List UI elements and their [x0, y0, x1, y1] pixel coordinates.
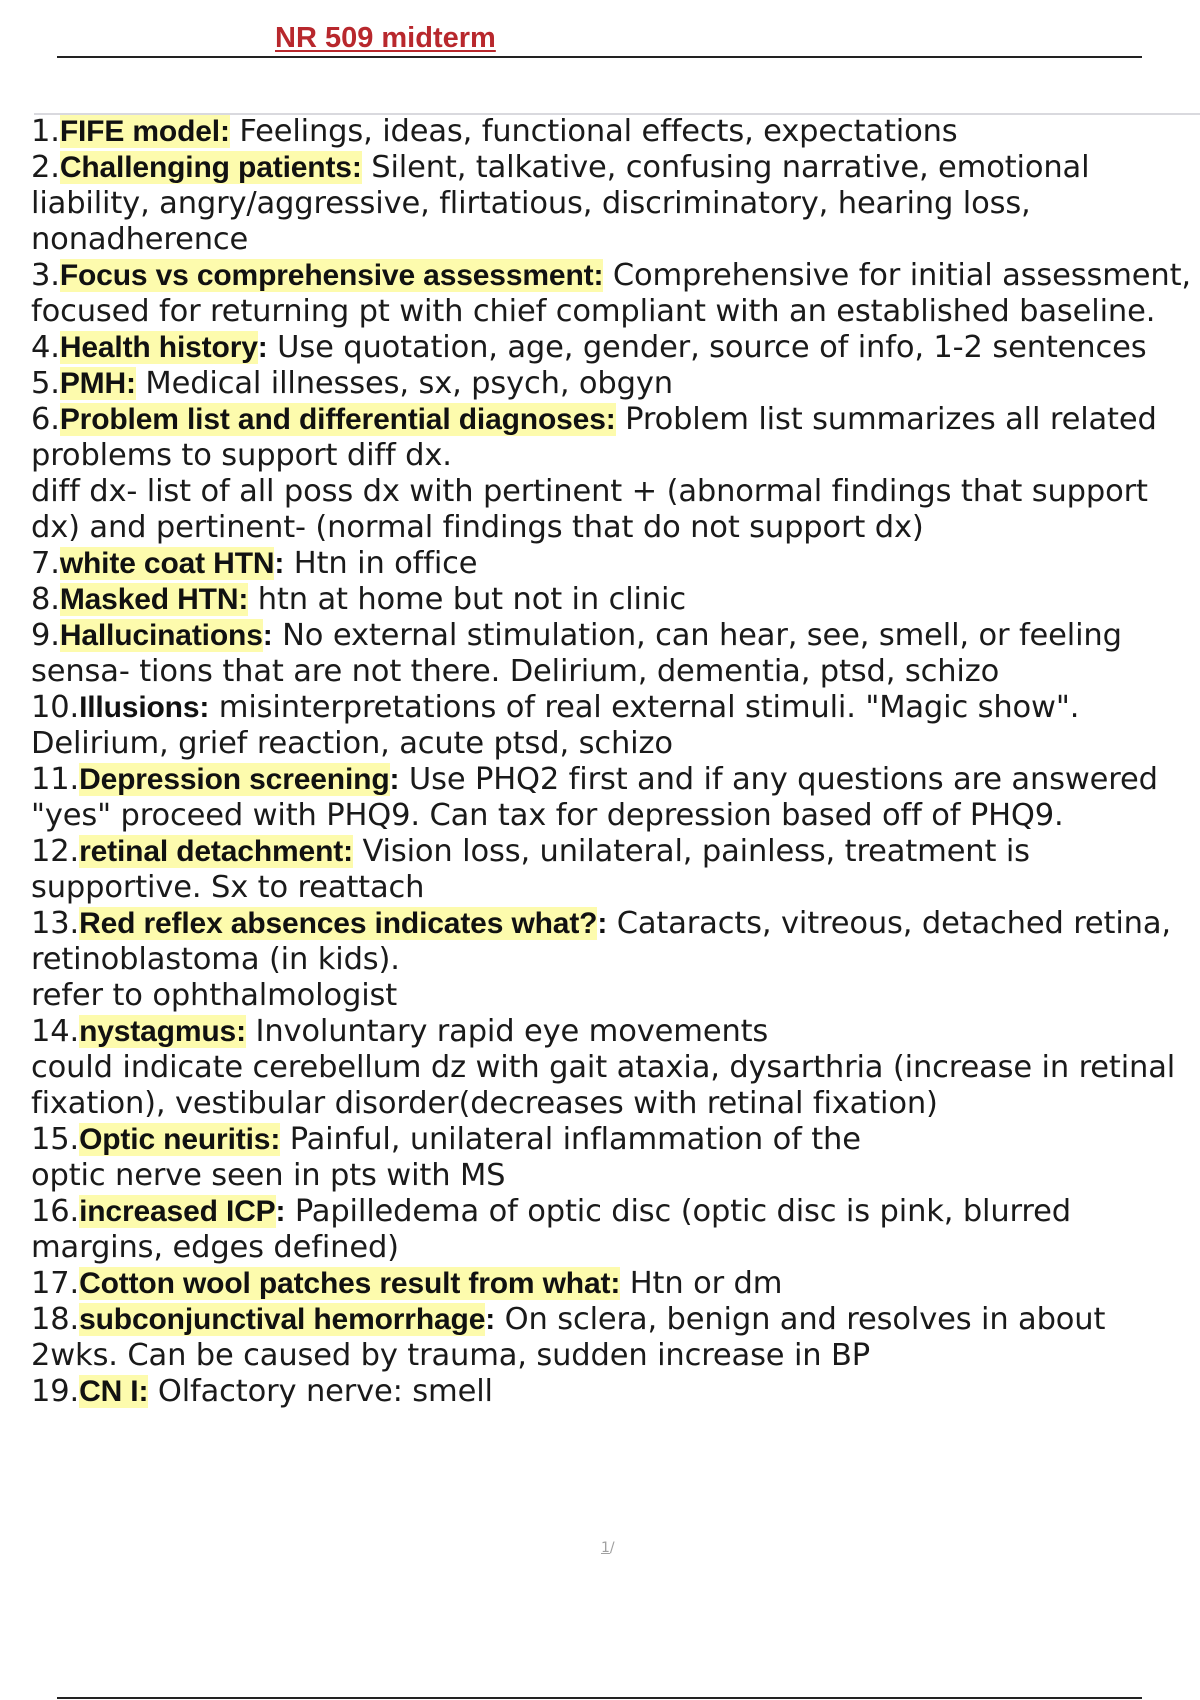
item-text: Feelings, ideas, functional effects, expectations [229, 114, 958, 149]
item-term: Focus vs comprehensive assessment: [59, 259, 604, 292]
title-bar [57, 18, 1142, 58]
list-item-19 [31, 1374, 1196, 1410]
item-term: Masked HTN: [59, 583, 249, 616]
item-term: increased ICP [79, 1195, 276, 1228]
item-term: Illusions: [79, 691, 210, 724]
item-continuation: diff dx- list of all poss dx with pertinent + (abnormal findings that support dx) and pertinent- (normal findings that do not support dx) [31, 474, 1148, 545]
list-item-4 [31, 330, 1196, 366]
item-term: Depression screening [79, 763, 390, 796]
list-item-12 [31, 834, 1196, 906]
item-term: Health history [59, 331, 258, 364]
item-number: 3. [31, 258, 60, 293]
item-continuation: refer to ophthalmologist [31, 978, 398, 1013]
page-number-value: 1 [601, 1540, 610, 1556]
item-text: Htn in office [284, 546, 478, 581]
item-term: FIFE model: [59, 115, 230, 148]
item-number: 14. [31, 1014, 80, 1049]
item-number: 2. [31, 150, 60, 185]
item-number: 9. [31, 618, 60, 653]
list-item-18 [31, 1302, 1196, 1374]
item-text: Silent, talkative, confusing narrative, emotional liability, angry/aggressive, flirtatious, discriminatory, hearing loss, nonadherence [31, 150, 1090, 257]
item-text: Use PHQ2 first and if any questions are answered "yes" proceed with PHQ9. Can tax for depression based off of PHQ9. [31, 762, 1158, 833]
item-text: Involuntary rapid eye movements [245, 1014, 769, 1049]
item-continuation: optic nerve seen in pts with MS [31, 1158, 506, 1193]
item-term: retinal detachment: [79, 835, 353, 868]
item-text: On sclera, benign and resolves in about 2wks. Can be caused by trauma, sudden increase in BP [31, 1302, 1106, 1373]
item-text: No external stimulation, can hear, see, smell, or feeling sensa- tions that are not there. Delirium, dementia, ptsd, schizo [31, 618, 1122, 689]
item-text: Papilledema of optic disc (optic disc is pink, blurred margins, edges defined) [31, 1194, 1071, 1265]
item-number: 4. [31, 330, 60, 365]
item-number: 5. [31, 366, 60, 401]
list-item-16 [31, 1194, 1196, 1266]
item-number: 18. [31, 1302, 80, 1337]
item-term: Cotton wool patches result from what: [79, 1267, 621, 1300]
item-colon: : [274, 547, 285, 580]
item-term: nystagmus: [79, 1015, 246, 1048]
item-number: 8. [31, 582, 60, 617]
item-text: Olfactory nerve: smell [148, 1374, 493, 1409]
item-number: 7. [31, 546, 60, 581]
item-text: misinterpretations of real external stimuli. "Magic show". Delirium, grief reaction, acute ptsd, schizo [31, 690, 1080, 761]
item-number: 10. [31, 690, 80, 725]
notes-list [31, 114, 1196, 1410]
list-item-6 [31, 402, 1196, 474]
item-colon: : [262, 619, 273, 652]
list-item-13 [31, 906, 1196, 978]
page-number-separator: / [609, 1540, 615, 1556]
bottom-rule [57, 1697, 1142, 1699]
item-term: Challenging patients: [59, 151, 362, 184]
list-item-8 [31, 582, 1196, 618]
list-item-14 [31, 1014, 1196, 1050]
item-number: 15. [31, 1122, 80, 1157]
list-item-17 [31, 1266, 1196, 1302]
item-number: 17. [31, 1266, 80, 1301]
list-item-5 [31, 366, 1196, 402]
list-item-11 [31, 762, 1196, 834]
item-continuation: could indicate cerebellum dz with gait ataxia, dysarthria (increase in retinal fixation), vestibular disorder(decreases with retinal fixation) [31, 1050, 1176, 1121]
item-number: 16. [31, 1194, 80, 1229]
list-item-10 [31, 690, 1196, 762]
page-number [601, 1540, 615, 1556]
list-item-2 [31, 150, 1196, 258]
item-text: Vision loss, unilateral, painless, treatment is supportive. Sx to reattach [31, 834, 1030, 905]
item-text: Painful, unilateral inflammation of the [280, 1122, 861, 1157]
item-number: 1. [31, 114, 60, 149]
item-number: 12. [31, 834, 80, 869]
item-text: htn at home but not in clinic [248, 582, 686, 617]
item-number: 19. [31, 1374, 80, 1409]
item-number: 13. [31, 906, 80, 941]
list-item-1 [31, 114, 1196, 150]
item-term: Red reflex absences indicates what? [79, 907, 598, 940]
item-term: subconjunctival hemorrhage [79, 1303, 486, 1336]
item-text: Cataracts, vitreous, detached retina, retinoblastoma (in kids). [31, 906, 1171, 977]
item-text: Problem list summarizes all related problems to support diff dx. [31, 402, 1157, 473]
item-number: 11. [31, 762, 80, 797]
item-colon: : [389, 763, 400, 796]
item-term: PMH: [59, 367, 136, 400]
list-item-7 [31, 546, 1196, 582]
list-item-3 [31, 258, 1196, 330]
item-term: Hallucinations [59, 619, 263, 652]
item-text: Htn or dm [620, 1266, 783, 1301]
item-number: 6. [31, 402, 60, 437]
document-title: NR 509 midterm [275, 22, 496, 54]
item-text: Use quotation, age, gender, source of info, 1-2 sentences [267, 330, 1147, 365]
list-item-9 [31, 618, 1196, 690]
item-colon: : [597, 907, 608, 940]
item-text: Comprehensive for initial assessment, focused for returning pt with chief compliant with an established baseline. [31, 258, 1191, 329]
item-colon: : [485, 1303, 496, 1336]
item-text: Medical illnesses, sx, psych, obgyn [135, 366, 673, 401]
item-term: Problem list and differential diagnoses: [59, 403, 616, 436]
item-term: CN I: [79, 1375, 149, 1408]
item-term: white coat HTN [59, 547, 275, 580]
item-colon: : [275, 1195, 286, 1228]
item-colon: : [257, 331, 268, 364]
list-item-15 [31, 1122, 1196, 1158]
item-term: Optic neuritis: [79, 1123, 281, 1156]
